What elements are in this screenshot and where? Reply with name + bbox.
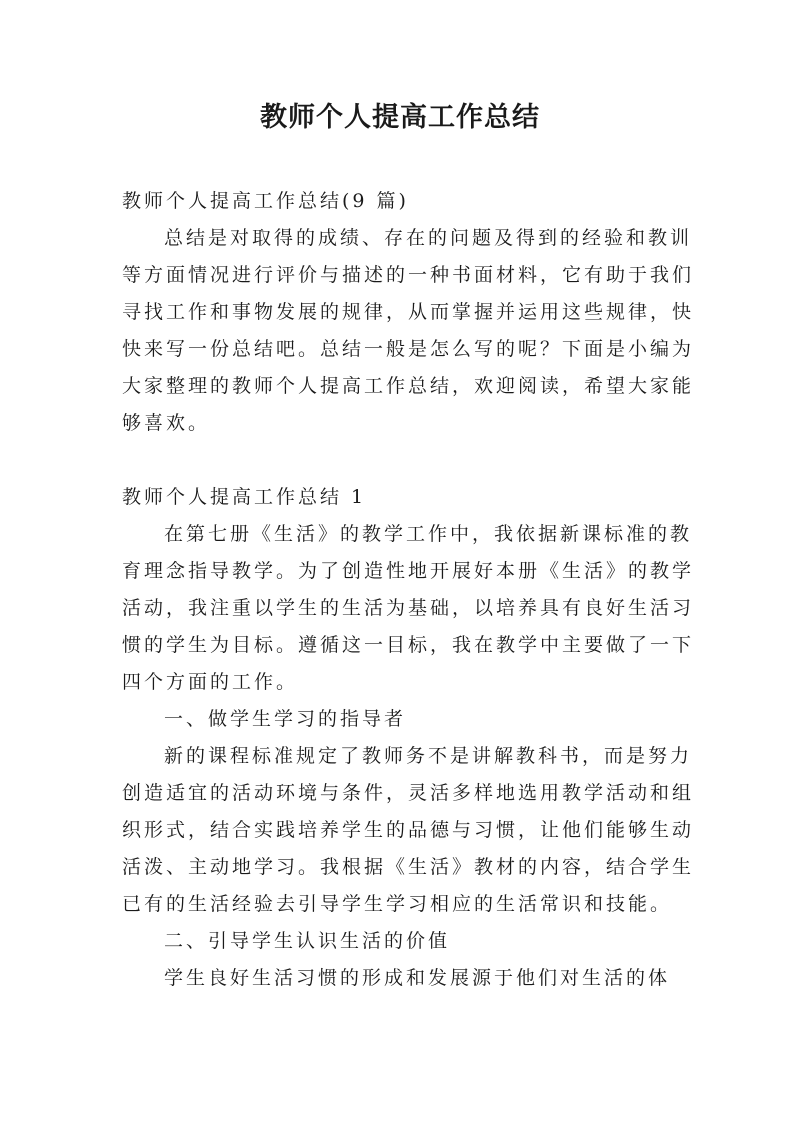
point-heading: 二、引导学生认识生活的价值 [164, 930, 451, 952]
section-line: 惯的学生为目标。遵循这一目标，我在教学中主要做了一下 [122, 634, 695, 656]
intro-paragraph [122, 220, 695, 442]
document-body [122, 183, 695, 997]
intro-line: 等方面情况进行评价与描述的一种书面材料，它有助于我们 [122, 264, 695, 286]
point-heading: 一、做学生学习的指导者 [164, 708, 407, 730]
point-line: 创造适宜的活动环境与条件，灵活多样地选用教学活动和组 [122, 782, 695, 804]
intro-line: 寻找工作和事物发展的规律，从而掌握并运用这些规律，快 [122, 301, 695, 323]
point-line: 学生良好生活习惯的形成和发展源于他们对生活的体 [164, 967, 671, 989]
point-line: 织形式，结合实践培养学生的品德与习惯，让他们能够生动 [122, 819, 695, 841]
point-paragraph [122, 960, 682, 997]
point-line: 活泼、主动地学习。我根据《生活》教材的内容，结合学生 [122, 856, 695, 878]
section-line: 在第七册《生活》的教学工作中，我依据新课标准的教 [164, 523, 693, 545]
paragraph-spacer [122, 442, 682, 479]
intro-line: 快来写一份总结吧。总结一般是怎么写的呢？下面是小编为 [122, 338, 695, 360]
intro-line: 总结是对取得的成绩、存在的问题及得到的经验和教训 [164, 227, 693, 249]
document-title: 教师个人提高工作总结 [260, 102, 540, 133]
point-paragraph [122, 738, 695, 923]
intro-line: 大家整理的教师个人提高工作总结，欢迎阅读，希望大家能 [122, 375, 695, 397]
intro-line: 够喜欢。 [122, 412, 211, 434]
section-line: 育理念指导教学。为了创造性地开展好本册《生活》的教学 [122, 560, 695, 582]
section-heading: 教师个人提高工作总结 1 [122, 486, 367, 508]
point-line: 已有的生活经验去引导学生学习相应的生活常识和技能。 [122, 893, 673, 915]
section-line: 活动，我注重以学生的生活为基础，以培养具有良好生活习 [122, 597, 695, 619]
point-line: 新的课程标准规定了教师务不是讲解教科书，而是努力 [164, 745, 693, 767]
document-subtitle: 教师个人提高工作总结(9 篇) [122, 190, 409, 212]
section-line: 四个方面的工作。 [122, 671, 299, 693]
section-paragraph [122, 516, 695, 701]
